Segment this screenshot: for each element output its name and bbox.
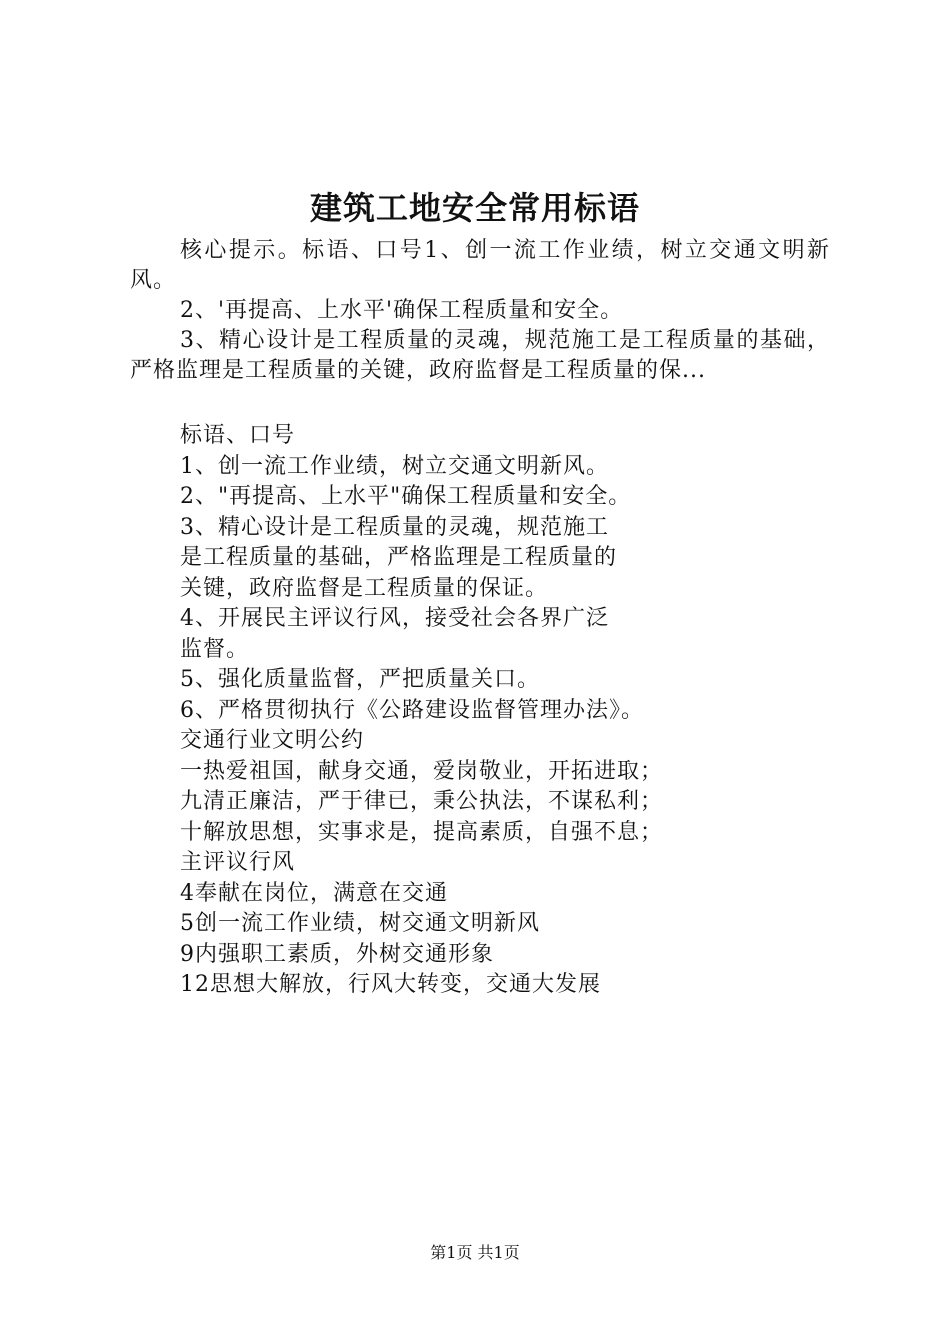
body-line: 十解放思想，实事求是，提高素质，自强不息； — [180, 819, 664, 845]
body-line: 关键，政府监督是工程质量的保证。 — [180, 575, 549, 601]
body-line: 3、精心设计是工程质量的灵魂，规范施工 — [180, 514, 609, 540]
section-heading-convention: 交通行业文明公约 — [180, 728, 365, 753]
body-line: 主评议行风 — [180, 850, 296, 875]
page-footer: 第1页 共1页 — [430, 1243, 520, 1262]
document-title: 建筑工地安全常用标语 — [309, 189, 640, 227]
body-line: 12思想大解放，行风大转变，交通大发展 — [180, 972, 601, 997]
body-line: 九清正廉洁，严于律已，秉公执法，不谋私利； — [180, 789, 664, 814]
summary-paragraph-1: 核心提示。标语、口号1、创一流工作业绩，树立交通文明新风。 — [130, 238, 830, 293]
body-line: 4奉献在岗位，满意在交通 — [180, 880, 448, 906]
body-line: 1、创一流工作业绩，树立交通文明新风。 — [180, 453, 609, 479]
body-line: 是工程质量的基础，严格监理是工程质量的 — [180, 545, 618, 570]
body-line: 6、严格贯彻执行《公路建设监督管理办法》。 — [180, 697, 644, 723]
body-line: 5创一流工作业绩，树交通文明新风 — [180, 911, 540, 936]
body-line: 监督。 — [180, 636, 250, 662]
summary-paragraph-2: 2、'再提高、上水平'确保工程质量和安全。 — [180, 298, 624, 323]
body-line: 一热爱祖国，献身交通，爱岗敬业，开拓进取； — [180, 758, 664, 784]
body-line: 9内强职工素质，外树交通形象 — [180, 941, 494, 967]
body-line: 5、强化质量监督，严把质量关口。 — [180, 667, 540, 692]
summary-paragraph-3: 3、精心设计是工程质量的灵魂，规范施工是工程质量的基础，严格监理是工程质量的关键，政府监督是工程质量的保... — [130, 328, 830, 383]
slogan-list — [180, 421, 740, 1001]
body-line: 4、开展民主评议行风，接受社会各界广泛 — [180, 606, 609, 631]
section-heading-slogans: 标语、口号 — [180, 423, 296, 448]
body-line: 2、"再提高、上水平"确保工程质量和安全。 — [180, 484, 632, 509]
summary-section — [130, 236, 830, 386]
